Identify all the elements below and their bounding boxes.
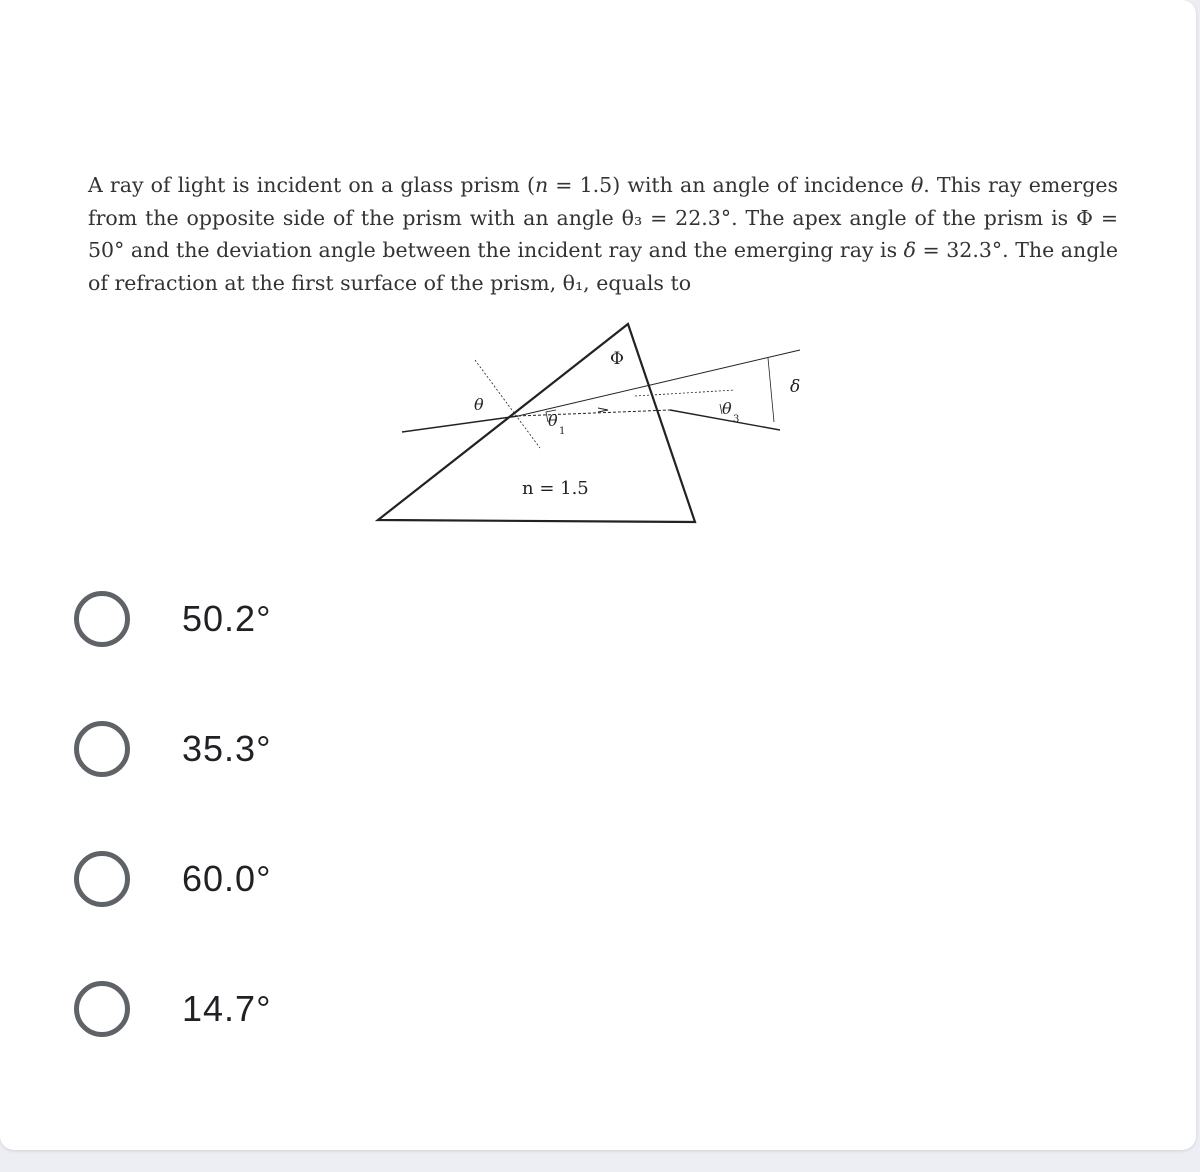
option-label: 60.0° <box>182 858 272 899</box>
option-label: 14.7° <box>182 988 272 1029</box>
answer-option-3[interactable] <box>74 847 474 911</box>
deviation-angle-label: δ <box>790 377 801 397</box>
answer-option-1[interactable] <box>74 587 474 651</box>
radio-button[interactable] <box>74 591 130 647</box>
answer-option-4[interactable] <box>74 977 474 1041</box>
emergence-angle-sub: 3 <box>733 414 740 425</box>
emergence-angle-label: θ <box>722 399 732 418</box>
option-label: 50.2° <box>182 598 272 639</box>
refractive-index-label: n = 1.5 <box>522 478 589 499</box>
prism-diagram <box>370 318 830 538</box>
question-text: A ray of light is incident on a glass prism (n = 1.5) with an angle of incidence θ. This ray emerges from the opposite side of the prism with an angle θ₃ = 22.3°. The apex angle of the prism is Φ = 50° and the deviation angle between the incident ray and the emerging ray is δ = 32.3°. The angle of refraction at the first surface of the prism, θ₁, equals to <box>88 173 1118 295</box>
incident-extension <box>518 350 800 416</box>
answer-option-2[interactable] <box>74 717 474 781</box>
refraction-angle-sub: 1 <box>559 426 566 437</box>
incidence-angle-label: θ <box>474 395 484 414</box>
normal-first-face <box>475 360 540 448</box>
apex-angle-label: Φ <box>610 349 624 369</box>
radio-button[interactable] <box>74 721 130 777</box>
radio-button[interactable] <box>74 981 130 1037</box>
option-label: 35.3° <box>182 728 272 769</box>
radio-button[interactable] <box>74 851 130 907</box>
refraction-angle-label: θ <box>548 411 558 430</box>
